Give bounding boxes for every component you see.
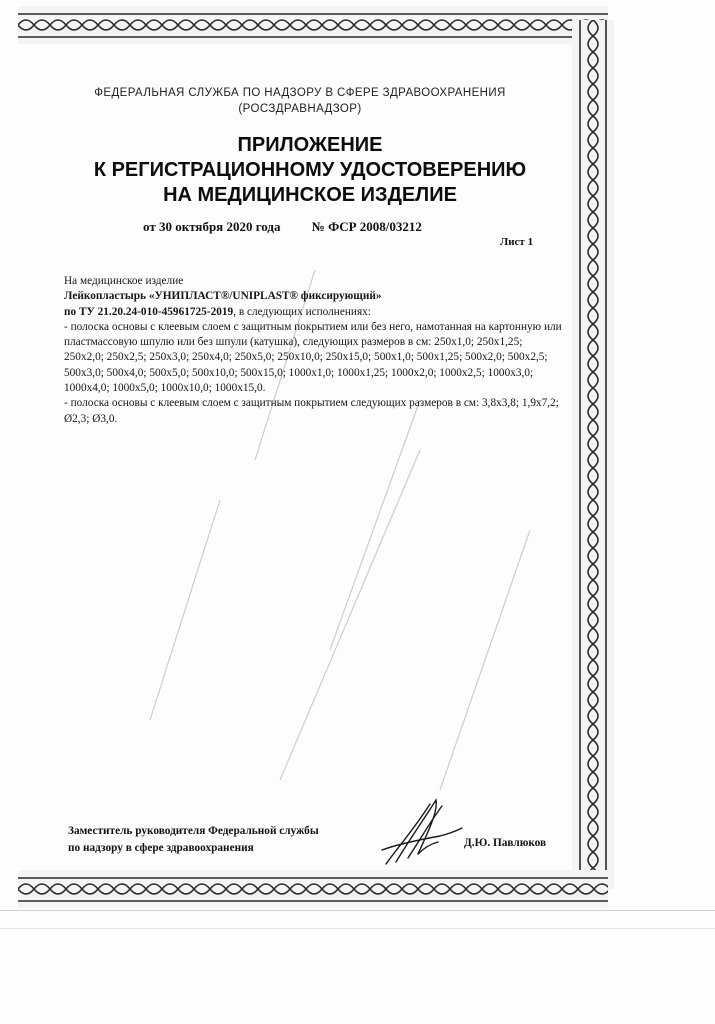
tu-suffix: , в следующих исполнениях: (233, 305, 371, 318)
intro-text: На медицинское изделие (64, 275, 184, 287)
scan-edge-line (0, 928, 715, 929)
agency-abbreviation: (РОСЗДРАВНАДЗОР) (238, 103, 362, 115)
registration-line (143, 219, 422, 235)
tu-line (64, 305, 564, 320)
list-item: - полоска основы с клеевым слоем с защитным покрытием следующих размеров в см: 3,8х3,8; 1,9х7,2; Ø2,3; Ø3,0. (64, 397, 559, 425)
title-line-2: К РЕГИСТРАЦИОННОМУ УДОСТОВЕРЕНИЮ (93, 159, 527, 181)
registration-number: № ФСР 2008/03212 (311, 219, 422, 234)
title-line-3: НА МЕДИЦИНСКОЕ ИЗДЕЛИЕ (163, 184, 457, 206)
document-body (64, 274, 564, 427)
agency-name: ФЕДЕРАЛЬНАЯ СЛУЖБА ПО НАДЗОРУ В СФЕРЕ ЗДРАВООХРАНЕНИЯ (94, 87, 506, 99)
sheet-number: Лист 1 (500, 236, 534, 248)
list-item: - полоска основы с клеевым слоем с защитным покрытием или без него, намотанная на картонную или пластмассовую шпулю или без шпули (катушка), следующих размеров в см: 250х1,0; 250х1,25; 250х2,0; 250х2,5; 250х3,0; 250х4,0; 250х5,0; 250х10,0; 250х15,0; 500х1,0; 500х1,25; 500х2,0; 500х2,5; 500х3,0; 500х4,0; 500х5,0; 500х10,0; 500х15,0; 1000х1,0; 1000х1,25; 1000х2,0; 1000х2,5; 1000х3,0; 1000х4,0; 1000х5,0; 1000х10,0; 1000х15,0. (64, 320, 562, 395)
product-name: Лейкопластырь «УНИПЛАСТ®/UNIPLAST® фиксирующий» (64, 290, 382, 303)
handwritten-signature (378, 792, 468, 872)
signer-position (68, 823, 319, 857)
decorative-border-top (18, 6, 608, 44)
decorative-border-bottom (18, 870, 608, 908)
tu-number: по ТУ 21.20.24-010-45961725-2019 (64, 305, 234, 318)
signer-position-line-2: по надзору в сфере здравоохранения (68, 842, 254, 854)
scan-edge-line (0, 910, 715, 911)
registration-date: от 30 октября 2020 года (143, 219, 281, 234)
document-title (40, 133, 580, 208)
signer-name: Д.Ю. Павлюков (464, 837, 547, 849)
title-line-1: ПРИЛОЖЕНИЕ (237, 134, 383, 156)
signer-position-line-1: Заместитель руководителя Федеральной службы (68, 825, 319, 837)
agency-header (60, 85, 540, 117)
